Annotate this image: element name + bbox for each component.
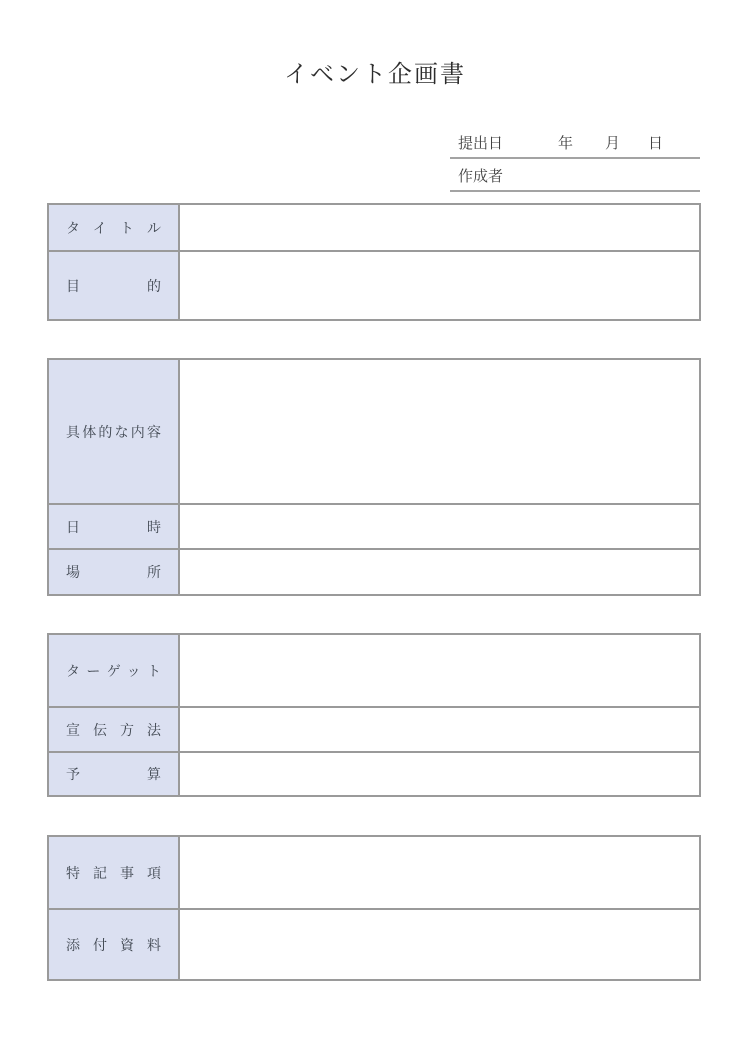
table-row xyxy=(49,837,699,908)
label-purpose xyxy=(49,252,180,319)
meta-block xyxy=(450,126,700,192)
table-row xyxy=(49,250,699,319)
day-label: 日 xyxy=(648,135,664,152)
value-budget[interactable] xyxy=(180,753,699,795)
value-title[interactable] xyxy=(180,205,699,250)
field-label: 予算 xyxy=(66,766,161,782)
label-attachments xyxy=(49,910,180,979)
author-row xyxy=(450,159,700,192)
table-row xyxy=(49,635,699,706)
value-promotion[interactable] xyxy=(180,708,699,751)
value-location[interactable] xyxy=(180,550,699,594)
field-label: 日時 xyxy=(66,518,161,535)
label-details xyxy=(49,360,180,503)
field-label: 特記事項 xyxy=(66,864,161,881)
author-field[interactable] xyxy=(510,165,696,185)
label-target xyxy=(49,635,180,706)
section-details xyxy=(47,358,701,596)
field-label: タイトル xyxy=(66,219,161,236)
label-title xyxy=(49,205,180,250)
table-row xyxy=(49,503,699,548)
author-label: 作成者 xyxy=(458,168,504,185)
submission-date-label: 提出日 xyxy=(458,135,504,152)
field-label: ターゲット xyxy=(66,662,161,679)
field-label: 具体的な内容 xyxy=(66,423,161,440)
value-purpose[interactable] xyxy=(180,252,699,319)
year-label: 年 xyxy=(558,135,574,152)
field-label: 添付資料 xyxy=(66,936,161,953)
section-marketing xyxy=(47,633,701,797)
section-notes xyxy=(47,835,701,981)
table-row xyxy=(49,548,699,594)
value-datetime[interactable] xyxy=(180,505,699,548)
label-budget xyxy=(49,753,180,795)
table-row xyxy=(49,205,699,250)
table-row xyxy=(49,908,699,979)
table-row xyxy=(49,706,699,751)
section-overview xyxy=(47,203,701,321)
field-label: 宣伝方法 xyxy=(66,721,161,738)
label-location xyxy=(49,550,180,594)
table-row xyxy=(49,751,699,795)
submission-date-row xyxy=(450,126,700,159)
table-row xyxy=(49,360,699,503)
month-label: 月 xyxy=(605,135,621,152)
value-target[interactable] xyxy=(180,635,699,706)
field-label: 目的 xyxy=(66,277,161,294)
value-notes[interactable] xyxy=(180,837,699,908)
value-details[interactable] xyxy=(180,360,699,503)
field-label: 場所 xyxy=(66,564,161,580)
label-promotion xyxy=(49,708,180,751)
submission-date-field[interactable] xyxy=(510,132,696,152)
label-datetime xyxy=(49,505,180,548)
page-title: イベント企画書 xyxy=(284,61,466,88)
value-attachments[interactable] xyxy=(180,910,699,979)
label-notes xyxy=(49,837,180,908)
